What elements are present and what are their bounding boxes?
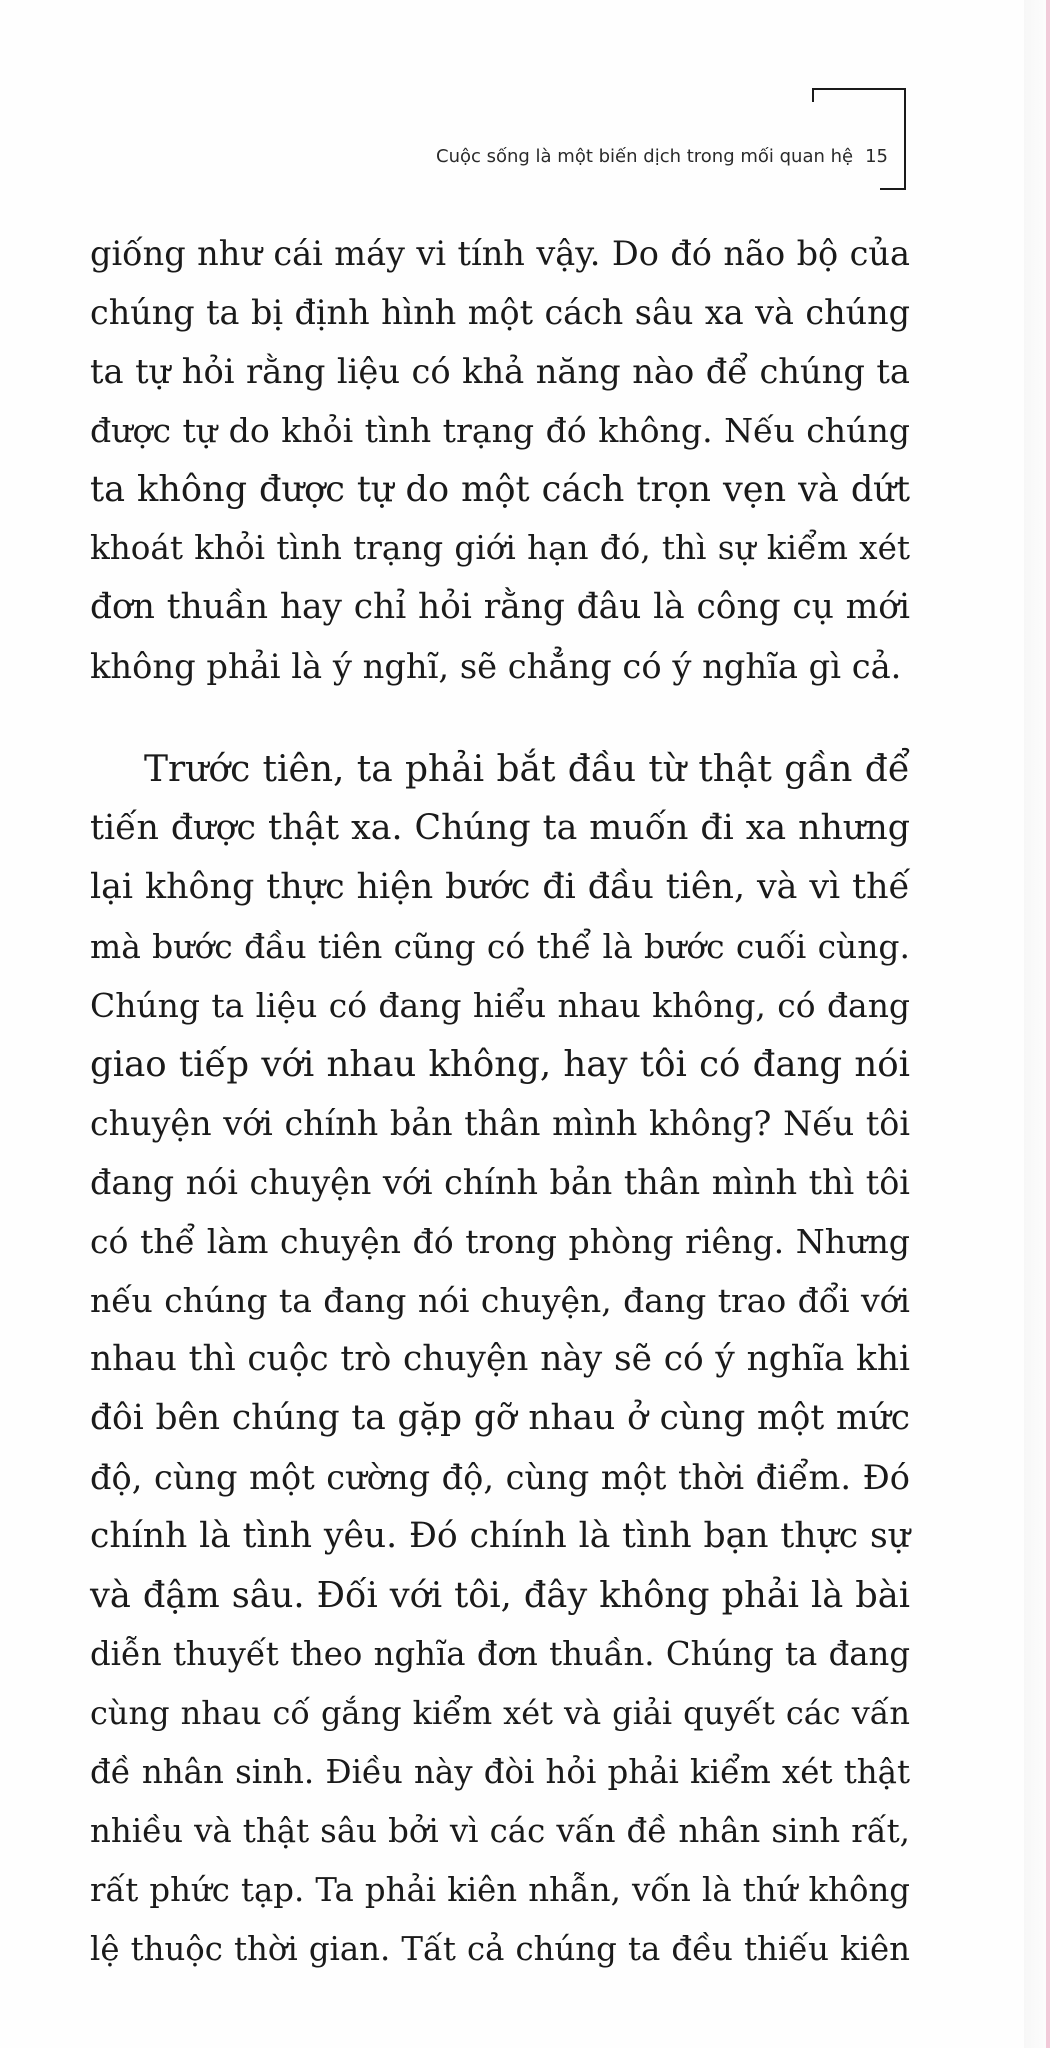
text-line: độ, cùng một cường độ, cùng một thời điểm. Đó — [90, 1458, 910, 1497]
header-bracket-gap — [812, 91, 814, 187]
text-line: lệ thuộc thời gian. Tất cả chúng ta đều thiếu kiên — [90, 1930, 910, 1968]
header-bracket-bottom-gap — [812, 186, 880, 190]
page-edge-tint — [1046, 0, 1050, 2048]
text-line: diễn thuyết theo nghĩa đơn thuần. Chúng ta đang — [90, 1635, 910, 1673]
text-line: nhau thì cuộc trò chuyện này sẽ có ý nghĩa khi — [90, 1339, 910, 1379]
header-bracket-decoration — [812, 88, 906, 190]
text-line: chuyện với chính bản thân mình không? Nếu tôi — [90, 1104, 910, 1143]
text-line: cùng nhau cố gắng kiểm xét và giải quyết các vấn — [90, 1694, 910, 1732]
body-text — [90, 224, 910, 1979]
text-line: được tự do khỏi tình trạng đó không. Nếu chúng — [90, 411, 910, 450]
text-line: và đậm sâu. Đối với tôi, đây không phải là bài — [90, 1575, 910, 1616]
text-line: đơn thuần hay chỉ hỏi rằng đâu là công cụ mới — [90, 587, 910, 627]
text-line: đang nói chuyện với chính bản thân mình thì tôi — [90, 1163, 910, 1202]
text-line: Trước tiên, ta phải bắt đầu từ thật gần để — [144, 749, 910, 790]
text-line: mà bước đầu tiên cũng có thể là bước cuối cùng. — [90, 927, 910, 966]
running-header — [436, 146, 888, 167]
text-line: nếu chúng ta đang nói chuyện, đang trao đổi với — [90, 1281, 910, 1320]
text-line: ta tự hỏi rằng liệu có khả năng nào để chúng ta — [90, 352, 910, 391]
paragraph-1 — [90, 224, 910, 696]
paragraph-2 — [90, 740, 910, 1979]
text-line: ta không được tự do một cách trọn vẹn và dứt — [90, 469, 910, 510]
page-number: 15 — [865, 146, 888, 167]
text-line: không phải là ý nghĩ, sẽ chẳng có ý nghĩa gì cả. — [90, 647, 902, 686]
text-line: nhiều và thật sâu bởi vì các vấn đề nhân sinh rất, — [90, 1812, 910, 1850]
header-bracket-tick — [812, 88, 814, 102]
text-line: giống như cái máy vi tính vậy. Do đó não bộ của — [90, 234, 910, 273]
text-line: có thể làm chuyện đó trong phòng riêng. Nhưng — [90, 1222, 910, 1261]
text-line: chính là tình yêu. Đó chính là tình bạn thực sự — [90, 1516, 910, 1556]
text-line: khoát khỏi tình trạng giới hạn đó, thì sự kiểm xét — [90, 529, 910, 567]
text-line: rất phức tạp. Ta phải kiên nhẫn, vốn là thứ không — [90, 1871, 910, 1909]
text-line: giao tiếp với nhau không, hay tôi có đang nói — [90, 1044, 910, 1085]
text-line: tiến được thật xa. Chúng ta muốn đi xa nhưng — [90, 808, 910, 848]
paragraph-gap — [90, 696, 910, 740]
text-line: Chúng ta liệu có đang hiểu nhau không, có đang — [90, 986, 910, 1025]
text-line: đề nhân sinh. Điều này đòi hỏi phải kiểm xét thật — [90, 1753, 910, 1791]
text-line: lại không thực hiện bước đi đầu tiên, và vì thế — [90, 867, 910, 907]
text-line: chúng ta bị định hình một cách sâu xa và chúng — [90, 293, 910, 332]
text-line: đôi bên chúng ta gặp gỡ nhau ở cùng một mức — [90, 1398, 910, 1438]
running-header-title: Cuộc sống là một biến dịch trong mối quan hệ — [436, 146, 854, 167]
